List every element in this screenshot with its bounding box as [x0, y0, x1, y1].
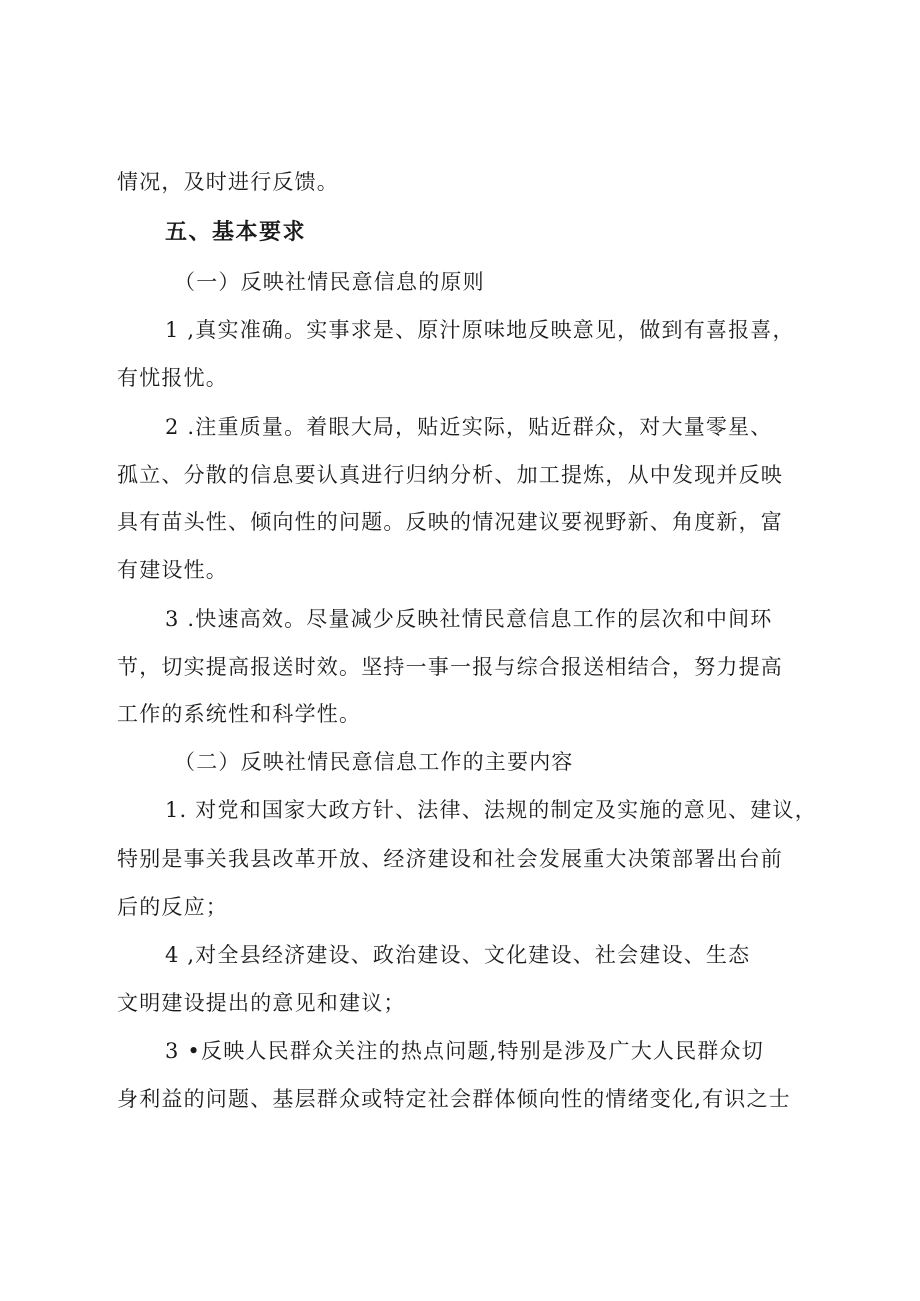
text-line: 文明建设提出的意见和建议； — [117, 991, 406, 1015]
text-line: 身利益的问题、基层群众或特定社会群体倾向性的情绪变化,有识之士 — [117, 1087, 791, 1111]
text-line: 3 •反映人民群众关注的热点问题,特别是涉及广大人民群众切 — [165, 1039, 764, 1063]
section-heading: 五、基本要求 — [165, 220, 307, 245]
text-line: 1. 对党和国家大政方针、法律、法规的制定及实施的意见、建议， — [165, 798, 817, 822]
text-line: 2 .注重质量。着眼大局，贴近实际，贴近群众，对大量零星、 — [165, 415, 773, 439]
text-line: 孤立、分散的信息要认真进行归纳分析、加工提炼，从中发现并反映 — [117, 463, 783, 487]
text-line: 4 ,对全县经济建设、政治建设、文化建设、社会建设、生态 — [165, 943, 751, 967]
text-line: 有忧报忧。 — [117, 366, 228, 390]
text-line: 3 .快速高效。尽量减少反映社情民意信息工作的层次和中间环 — [165, 607, 773, 631]
text-line: 特别是事关我县改革开放、经济建设和社会发展重大决策部署出台前 — [117, 847, 783, 871]
text-line: 节，切实提高报送时效。坚持一事一报与综合报送相结合，努力提高 — [117, 655, 783, 679]
subsection-heading: （二）反映社情民意信息工作的主要内容 — [174, 750, 574, 774]
text-line: 后的反应； — [117, 895, 228, 919]
text-line: 1 ,真实准确。实事求是、原汁原味地反映意见，做到有喜报喜， — [165, 318, 795, 342]
subsection-heading: （一）反映社情民意信息的原则 — [174, 270, 485, 294]
text-line: 具有苗头性、倾向性的问题。反映的情况建议要视野新、角度新，富 — [117, 510, 783, 534]
text-line: 有建设性。 — [117, 558, 228, 582]
text-line: 工作的系统性和科学性。 — [117, 702, 362, 726]
text-line: 情况，及时进行反馈。 — [117, 170, 339, 194]
